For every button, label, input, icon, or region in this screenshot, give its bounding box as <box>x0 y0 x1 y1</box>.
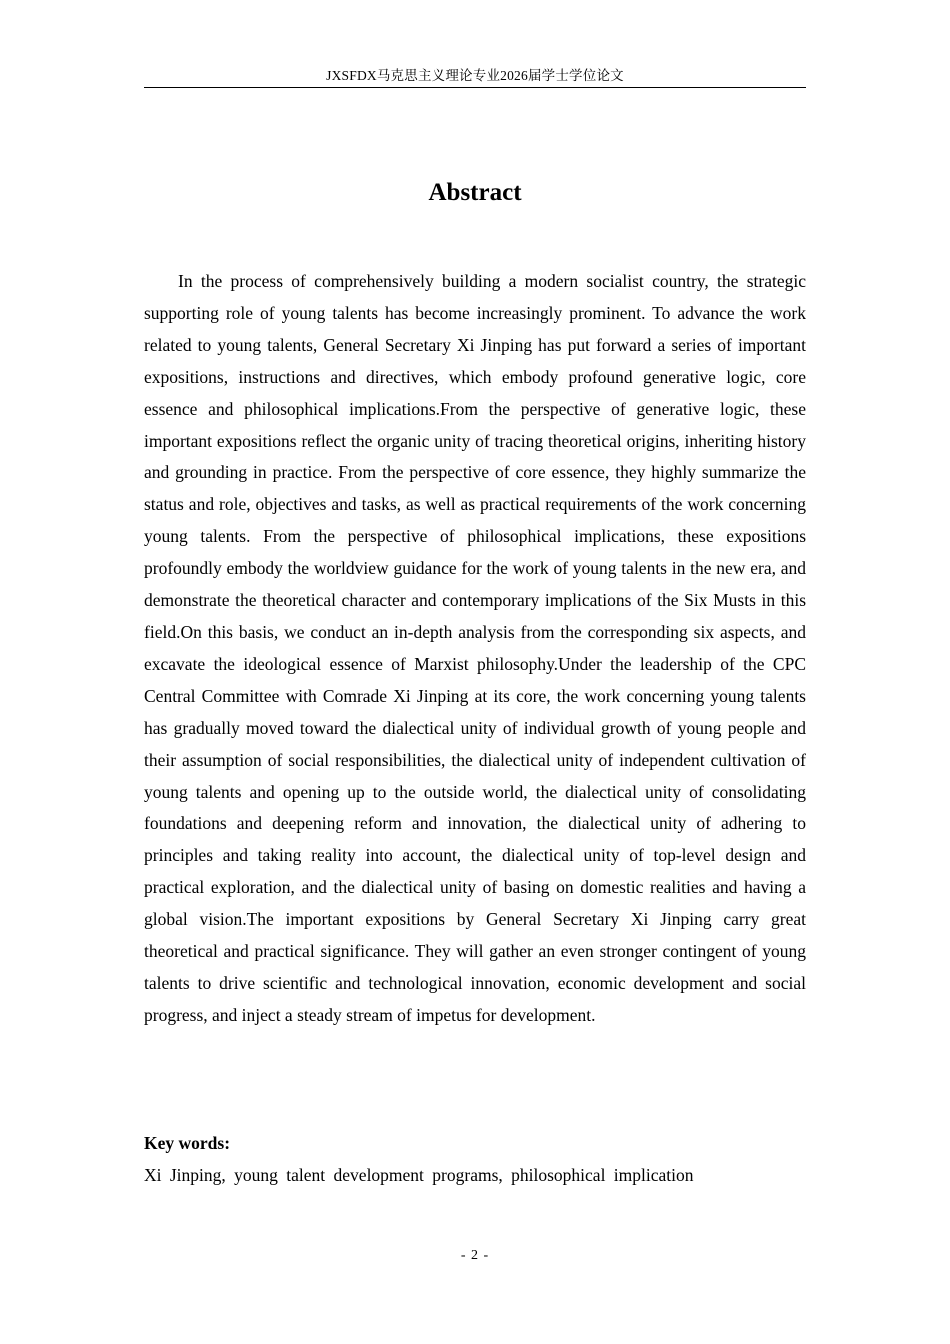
running-header: JXSFDX马克思主义理论专业2026届学士学位论文 <box>326 68 624 83</box>
abstract-title: Abstract <box>428 179 522 206</box>
keywords-value: Xi Jinping, young talent development programs, philosophical implication <box>144 1165 694 1185</box>
abstract-body: In the process of comprehensively building a modern socialist country, the strategic supporting role of young talents has become increasingly prominent. To advance the work related to young talents, General Secretary Xi Jinping has put forward a series of important expositions, instructions and directives, which embody profound generative logic, core essence and philosophical implications.From the perspective of generative logic, these important expositions reflect the organic unity of tracing theoretical origins, inheriting history and grounding in practice. From the perspective of core essence, they highly summarize the status and role, objectives and tasks, as well as practical requirements of the work concerning young talents. From the perspective of philosophical implications, these expositions profoundly embody the worldview guidance for the work of young talents in the new era, and demonstrate the theoretical character and contemporary implications of the Six Musts in this field.On this basis, we conduct an in-depth analysis from the corresponding six aspects, and excavate the ideological essence of Marxist philosophy.Under the leadership of the CPC Central Committee with Comrade Xi Jinping at its core, the work concerning young talents has gradually moved toward the dialectical unity of individual growth of young people and their assumption of social responsibilities, the dialectical unity of independent cultivation of young talents and opening up to the outside world, the dialectical unity of consolidating foundations and deepening reform and innovation, the dialectical unity of adhering to principles and taking reality into account, the dialectical unity of top-level design and practical exploration, and the dialectical unity of basing on domestic realities and having a global vision.The important expositions by General Secretary Xi Jinping carry great theoretical and practical significance. They will gather an even stronger contingent of young talents to drive scientific and technological innovation, economic development and social progress, and inject a steady stream of impetus for development. <box>144 271 806 1025</box>
keywords-label: Key words: <box>144 1133 231 1153</box>
header-rule <box>144 87 806 88</box>
page-number: - 2 - <box>460 1248 490 1263</box>
